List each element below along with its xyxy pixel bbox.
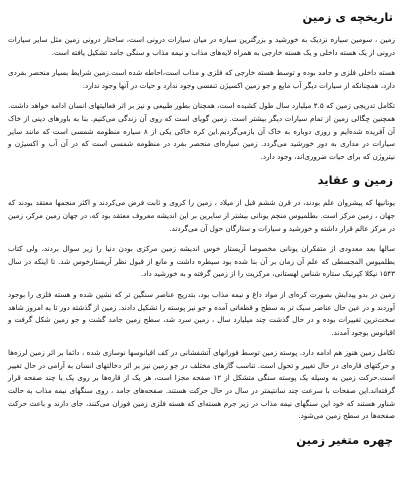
paragraph: تکامل تدریجی زمین که ۴.۵ میلیارد سال طول کشیده است، همچنان بطور طبیعی و نیز بر اثر فعالیتهای انسان ادامه خواهد داشت. همچنین چگالی زمین از تمام سیارات دیگر بیشتر است. زمین گویای است که روی آن زندگی می‌کنیم. بنا به باورهای دینی از خاک آن آفریده شده‌ایم و روزی دوباره به خاک آن بازمی‌گردیم.این کره خاکی یکی از ۸ سیاره منظومه شمسی است که مانند سایر سیارات در مداری به دور خورشید می‌گردد. زمین سیاره‌ای منحصر بفرد در منظومه شمسی است که در آن آب و اکسیژن و نیتروژن که برای حیات ضروری‌اند، وجود دارد. <box>8 101 395 161</box>
section-beliefs <box>8 173 395 423</box>
section-heading: چهره متغیر زمین <box>296 432 393 447</box>
section-history <box>8 10 395 163</box>
paragraph: یونانیها که پیشروان علم بودند، در قرن ششم قبل از میلاد ، زمین را کروی و ثابت فرض می‌کردند و اکثر منجمها معتقد بودند که جهان ، زمین مرکز است. بطلمیوس منجم یونانی بیشتر از سایرین بر این اندیشه معروف معتقد بود که، در جهان زمین مرکز، زمین در مرکز عالم قرار داشته و خورشید و سیارات و ستارگان حول آن می‌گردند. <box>8 198 395 233</box>
paragraph: زمین در بدو پیدایش بصورت کره‌ای از مواد داغ و نیمه مذاب بود، بتدریج عناصر سنگین تر که نشین شده و هسته فلزی را بوجود آوردند و در عین حال عناصر سبک تر به سطح و قطعاتی آمده و جو نیز پوسته را تشکیل دادند. زمین از گذشته دور تا به امروز شاهد سخت‌ترین تغییرات بوده و در حال گذشت چند میلیارد سال ، زمین سرد شد، سطح زمین جامد گشت و جو زمین شکل گرفت و اقیانوس بوجود آمدند. <box>8 289 395 337</box>
paragraph: تکامل زمین هنوز هم ادامه دارد. پوسته زمین توسط فورانهای آتشفشانی در کف اقیانوسها نوسازی شده ، دائما بر اثر زمین لرزه‌ها و حرکتهای قاره‌ای در حال تغییر و تحول است. تناسب گازهای مختلف در جو زمین نیز بر اثر دخالتهای انسان به آرامی در حال تغییر است.حرکت زمین به وسیله یک پوسته سنگی متشکل از ۱۲ صفحه مجزا است، هر یک از قاره‌ها بر روی یک یا چند صفحه قرار گرفته‌اند.این صفحات با سرعت چند سانتیمتر در سال در حال حرکت هستند. صفحه‌های جامد ، روی سنگهای نیمه مذاب به حالت شناور هستند که خود این سنگهای نیمه مذاب در زیر جرم هسته‌ای که هسته فلزی زمین فوران می‌کنند، جای دارند و باعث حرکت صفحه‌ها در سطح زمین می‌شود. <box>8 348 395 421</box>
paragraph: هسته داخلی فلزی و جامد بوده و توسط هسته خارجی که فلزی و مذاب است،احاطه شده است.زمین شرایط بسیار منحصر بفردی دارد، همچنانکه از سیارات دیگر آب مایع و جو زمین اکسیژن تنفسی وجود ندارد و حیات در آنها وجود ندارد. <box>8 68 395 90</box>
section-heading: تاریخچه ی زمین <box>302 10 393 24</box>
paragraph: زمین ، سومین سیاره نزدیک به خورشید و بزرگترین سیاره در میان سیارات درونی است، ساختار درونی زمین مثل سایر سیارات درونی از یک هسته داخلی و یک هسته خارجی به همراه لایه‌های مذاب و نیمه مذاب و سنگی جامد تشکیل یافته است. <box>8 35 395 57</box>
section-heading: زمین و عقاید <box>317 173 393 188</box>
section-changing-face <box>8 433 395 447</box>
paragraph: سالها بعد معدودی از متفکران یونانی مخصوصا آریستار خوس اندیشه زمین مرکزی بودن دنیا را زیر سوال بردند، ولی کتاب بطلمیوس المجسطی که علم آن زمان بر آن بنا شده بود سیطره داشت و مانع از قبول نظر آریستارخوس شد. تا اینکه در سال ۱۵۴۳ نیکلا کپرنیک ستاره شناس لهستانی، مرکزیت را از زمین گرفته و به خورشید داد. <box>8 244 395 279</box>
